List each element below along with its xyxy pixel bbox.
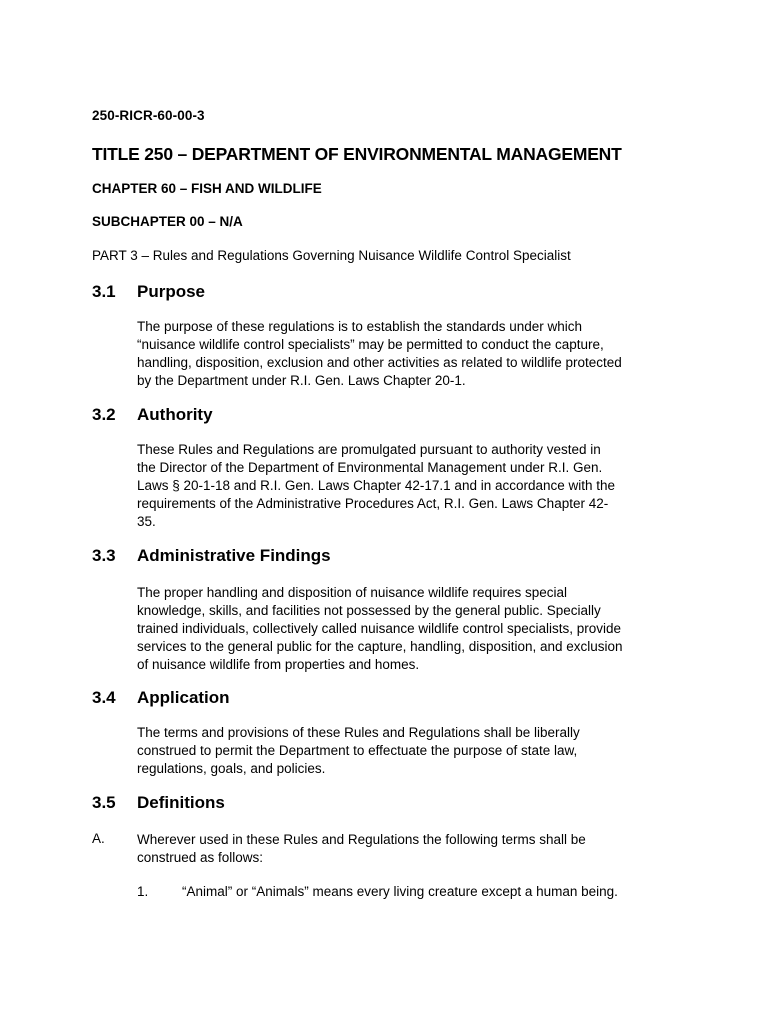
- section-number: 3.4: [92, 688, 116, 707]
- list-label-1: 1.: [137, 884, 149, 899]
- part-heading: PART 3 – Rules and Regulations Governing Nuisance Wildlife Control Specialist: [92, 248, 571, 263]
- text-line: “nuisance wildlife control specialists” may be permitted to conduct the capture,: [137, 337, 604, 352]
- section-number: 3.5: [92, 793, 116, 812]
- text-line: by the Department under R.I. Gen. Laws Chapter 20-1.: [137, 373, 466, 388]
- text-line: Laws § 20-1-18 and R.I. Gen. Laws Chapter 42-17.1 and in accordance with the: [137, 478, 616, 493]
- text-line: construed as follows:: [137, 850, 264, 865]
- text-line: requirements of the Administrative Procedures Act, R.I. Gen. Laws Chapter 42-: [137, 496, 609, 511]
- section-title-application: Application: [137, 688, 230, 707]
- section-title-administrative-findings: Administrative Findings: [137, 546, 331, 565]
- section-title-definitions: Definitions: [137, 793, 225, 812]
- text-line: construed to permit the Department to effectuate the purpose of state law,: [137, 743, 578, 758]
- section-number: 3.1: [92, 282, 116, 301]
- text-line: The proper handling and disposition of nuisance wildlife requires special: [137, 585, 568, 600]
- text-line: the Director of the Department of Environmental Management under R.I. Gen.: [137, 460, 603, 475]
- text-line: regulations, goals, and policies.: [137, 761, 326, 776]
- definition-animal: “Animal” or “Animals” means every living creature except a human being.: [182, 884, 618, 899]
- chapter-heading: CHAPTER 60 – FISH AND WILDLIFE: [92, 181, 322, 196]
- text-line: The terms and provisions of these Rules and Regulations shall be liberally: [137, 725, 580, 740]
- section-body-purpose: [137, 318, 682, 390]
- definitions-intro: [137, 831, 682, 867]
- text-line: The purpose of these regulations is to establish the standards under which: [137, 319, 583, 334]
- subchapter-heading: SUBCHAPTER 00 – N/A: [92, 214, 243, 229]
- section-number: 3.2: [92, 405, 116, 424]
- text-line: Wherever used in these Rules and Regulations the following terms shall be: [137, 832, 586, 847]
- document-title: TITLE 250 – DEPARTMENT OF ENVIRONMENTAL MANAGEMENT: [92, 144, 622, 164]
- text-line: 35.: [137, 514, 156, 529]
- text-line: of nuisance wildlife from properties and homes.: [137, 657, 420, 672]
- section-number: 3.3: [92, 546, 116, 565]
- section-body-administrative-findings: [137, 584, 682, 674]
- section-title-authority: Authority: [137, 405, 213, 424]
- document-id: 250-RICR-60-00-3: [92, 108, 205, 123]
- section-title-purpose: Purpose: [137, 282, 206, 301]
- text-line: handling, disposition, exclusion and other activities as related to wildlife protected: [137, 355, 622, 370]
- text-line: These Rules and Regulations are promulgated pursuant to authority vested in: [137, 442, 601, 457]
- section-body-application: [137, 724, 682, 778]
- text-line: trained individuals, collectively called nuisance wildlife control specialists, provide: [137, 621, 621, 636]
- section-body-authority: [137, 441, 682, 531]
- list-label-a: A.: [92, 831, 105, 846]
- text-line: knowledge, skills, and facilities not possessed by the general public. Specially: [137, 603, 601, 618]
- text-line: services to the general public for the capture, handling, disposition, and exclusion: [137, 639, 623, 654]
